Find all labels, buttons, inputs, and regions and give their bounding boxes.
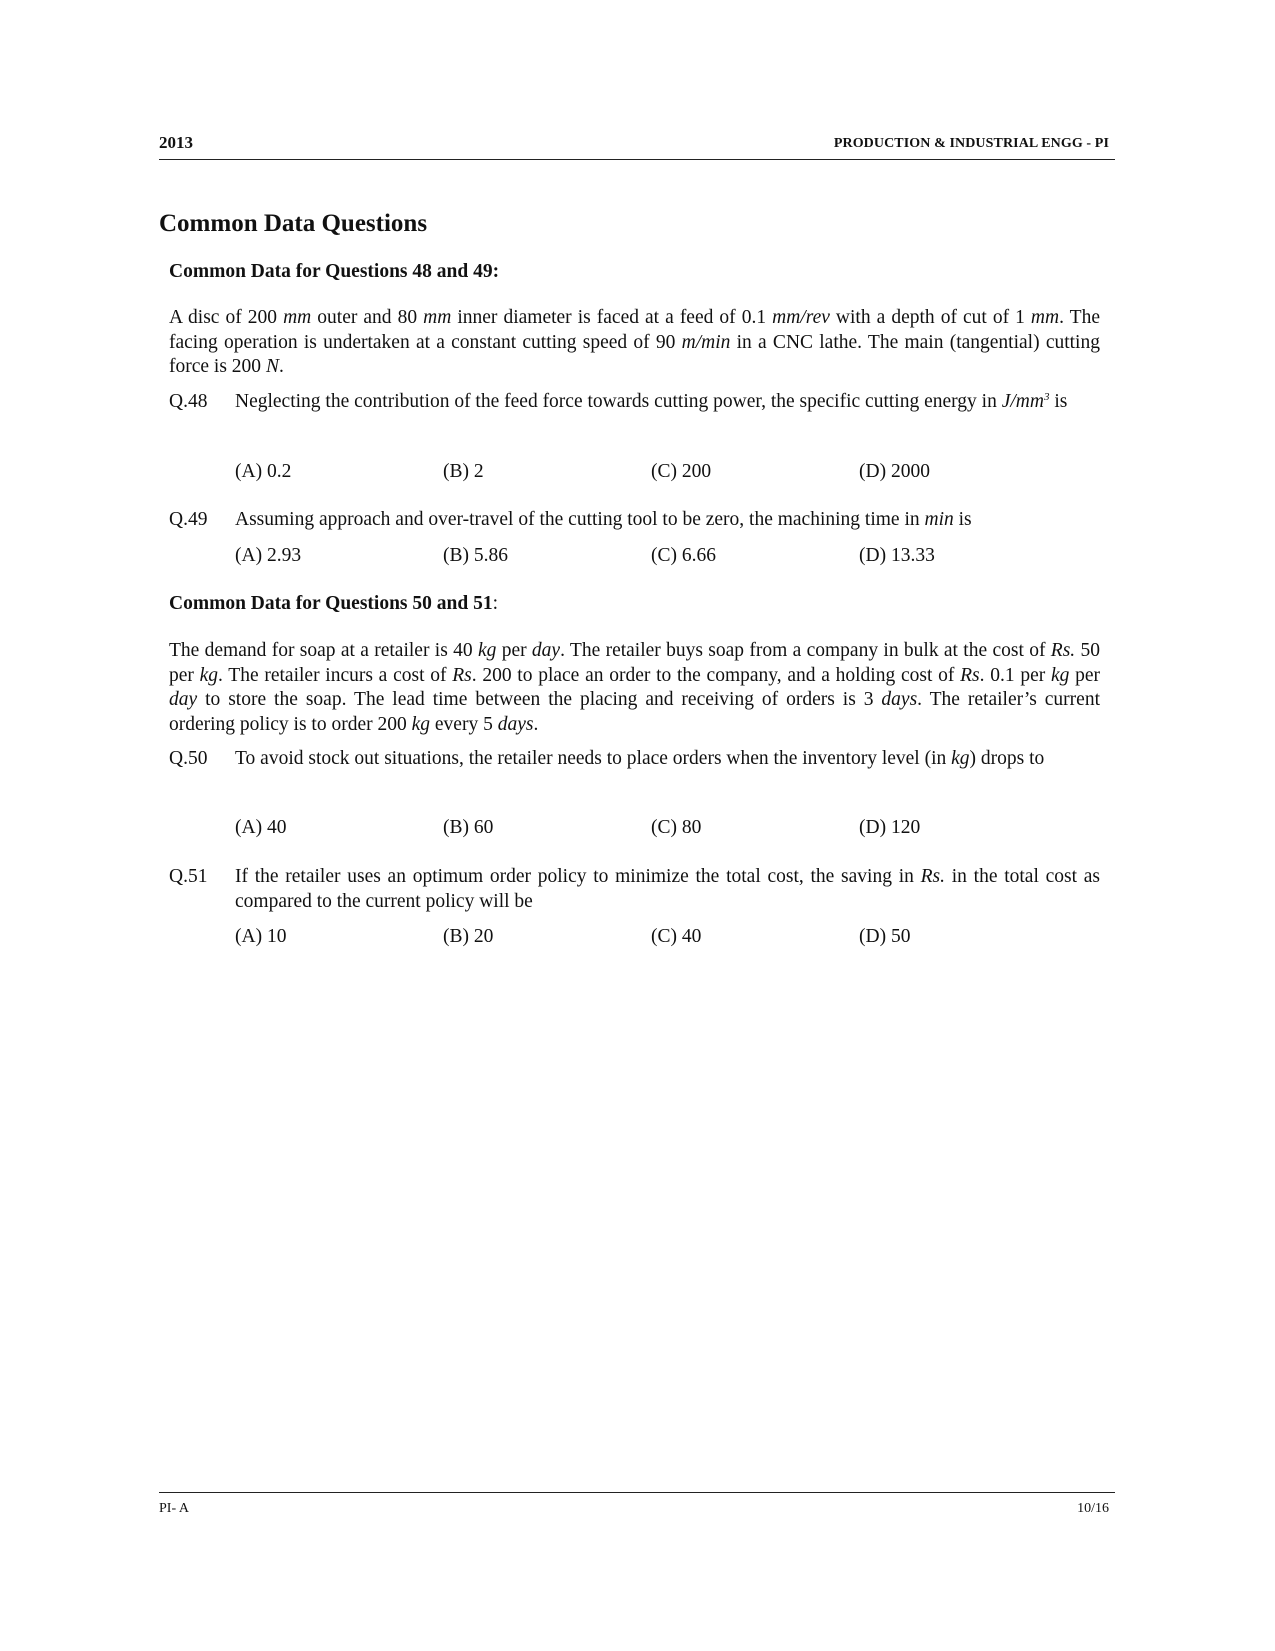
option-a[interactable]: (A) 40 [235, 817, 287, 838]
common-data-heading-50-51: Common Data for Questions 50 and 51: [169, 593, 498, 614]
option-b[interactable]: (B) 2 [443, 461, 484, 482]
option-d[interactable]: (D) 13.33 [859, 545, 935, 566]
option-c[interactable]: (C) 80 [651, 817, 702, 838]
page-number: 10/16 [1077, 1501, 1109, 1516]
question-48 [169, 390, 1100, 415]
common-data-paragraph-50-51: The demand for soap at a retailer is 40 kg per day. The retailer buys soap from a company in bulk at the cost of Rs. 50 per kg. The retailer incurs a cost of Rs. 200 to place an order to the company, and a holding cost of Rs. 0.1 per kg per day to store the soap. The lead time between the placing and receiving of orders is 3 days. The retailer’s current ordering policy is to order 200 kg every 5 days. [169, 640, 1100, 735]
option-a[interactable]: (A) 2.93 [235, 545, 302, 566]
question-text: Neglecting the contribution of the feed force towards cutting power, the specific cutting energy in $J/mm^3$ is [235, 391, 1068, 412]
option-d[interactable]: (D) 50 [859, 926, 911, 947]
option-c[interactable]: (C) 200 [651, 461, 712, 482]
option-b[interactable]: (B) 5.86 [443, 545, 508, 566]
option-a[interactable]: (A) 10 [235, 926, 287, 947]
option-c[interactable]: (C) 40 [651, 926, 702, 947]
exam-year: 2013 [159, 133, 193, 152]
section-title: Common Data Questions [159, 210, 428, 237]
question-text: Assuming approach and over-travel of the cutting tool to be zero, the machining time in min is [235, 509, 972, 530]
option-b[interactable]: (B) 20 [443, 926, 494, 947]
option-d[interactable]: (D) 2000 [859, 461, 930, 482]
question-text: If the retailer uses an optimum order policy to minimize the total cost, the saving in Rs. in the total cost as compared to the current policy will be [235, 866, 1100, 912]
option-c[interactable]: (C) 6.66 [651, 545, 716, 566]
question-text: To avoid stock out situations, the retailer needs to place orders when the inventory level (in kg) drops to [235, 748, 1045, 769]
page-footer [159, 1492, 1115, 1517]
option-d[interactable]: (D) 120 [859, 817, 921, 838]
option-a[interactable]: (A) 0.2 [235, 461, 292, 482]
question-50 [169, 747, 1100, 772]
question-number: Q.50 [169, 748, 208, 769]
question-number: Q.51 [169, 866, 208, 887]
exam-subject: PRODUCTION & INDUSTRIAL ENGG - PI [833, 136, 1109, 151]
question-51 [169, 865, 1100, 914]
question-number: Q.49 [169, 509, 208, 530]
question-49 [169, 508, 1100, 533]
common-data-heading-48-49: Common Data for Questions 48 and 49: [169, 261, 500, 282]
page-header [159, 133, 1115, 160]
common-data-paragraph-48-49: A disc of 200 mm outer and 80 mm inner diameter is faced at a feed of 0.1 mm/rev with a depth of cut of 1 mm. The facing operation is undertaken at a constant cutting speed of 90 m/min in a CNC lathe. The main (tangential) cutting force is 200 N. [169, 307, 1100, 377]
option-b[interactable]: (B) 60 [443, 817, 494, 838]
question-number: Q.48 [169, 391, 208, 412]
paper-code: PI- A [159, 1501, 189, 1516]
